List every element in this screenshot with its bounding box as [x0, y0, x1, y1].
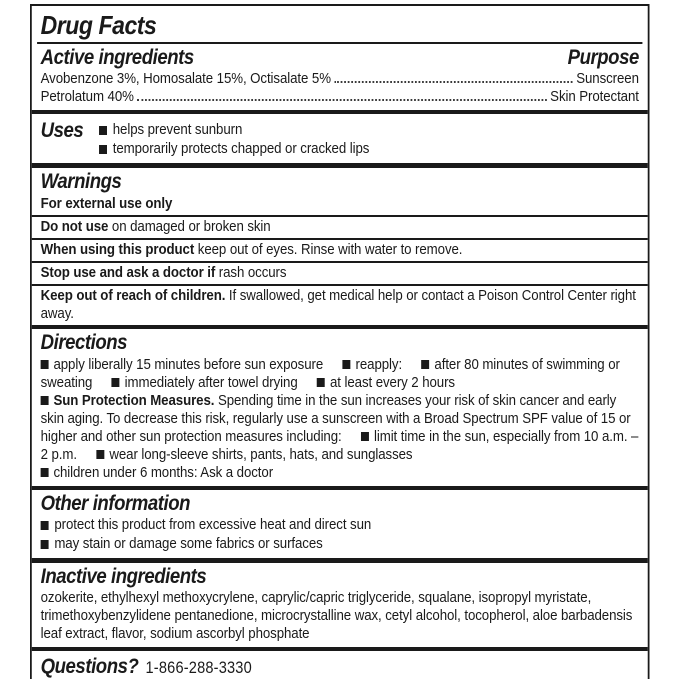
- list-item-text: temporarily protects chapped or cracked lips: [112, 140, 370, 158]
- questions-phone-number: 1-866-288-3330: [145, 659, 252, 678]
- warning-lead: When using this product: [40, 240, 195, 258]
- active-ingredient-row: [41, 88, 639, 106]
- direction-item: [41, 464, 273, 481]
- direction-item-text: apply liberally 15 minutes before sun exposure: [53, 355, 324, 373]
- list-item: [41, 516, 639, 534]
- inactive-ingredients-heading: Inactive ingredients: [40, 564, 207, 588]
- warning-row: [32, 238, 648, 261]
- directions-section: [32, 329, 648, 485]
- direction-item: [112, 374, 298, 391]
- other-information-section: [32, 490, 648, 558]
- warning-lead: Stop use and ask a doctor if: [40, 263, 216, 281]
- warning-text: If swallowed, get medical help or contact a Poison Control Center right away.: [40, 286, 636, 322]
- purpose-heading: Purpose: [567, 45, 639, 69]
- bullet-square-icon: [97, 450, 105, 459]
- direction-item-text: limit time in the sun, especially from 10 a.m. – 2 p.m.: [40, 427, 639, 463]
- directions-heading: Directions: [40, 331, 128, 355]
- direction-item: [97, 446, 413, 463]
- ingredient-name: Avobenzone 3%, Homosalate 15%, Octisalate 5%: [40, 69, 331, 87]
- sun-protection-lead: Sun Protection Measures.: [53, 391, 215, 409]
- directions-bullet-run: [41, 356, 639, 392]
- warnings-heading: Warnings: [40, 169, 122, 193]
- other-information-heading: Other information: [40, 492, 191, 516]
- bullet-square-icon: [343, 360, 351, 369]
- list-item-text: may stain or damage some fabrics or surfaces: [54, 535, 323, 553]
- bullet-square-icon: [41, 521, 49, 530]
- warnings-section: [32, 168, 648, 325]
- list-item: [99, 121, 369, 139]
- bullet-square-icon: [41, 468, 49, 477]
- active-ingredients-heading: Active ingredients: [40, 45, 194, 69]
- questions-heading: Questions?: [40, 655, 139, 679]
- warning-text: on damaged or broken skin: [108, 217, 271, 235]
- warning-text: rash occurs: [215, 263, 287, 281]
- direction-item-text: children under 6 months: Ask a doctor: [53, 463, 274, 481]
- uses-list: [99, 119, 369, 159]
- directions-last-row: [41, 464, 639, 482]
- bullet-square-icon: [317, 378, 325, 387]
- bullet-square-icon: [41, 540, 49, 549]
- active-ingredient-row: [41, 70, 639, 88]
- drug-facts-label: [30, 4, 650, 679]
- uses-section: [32, 114, 648, 163]
- ingredient-purpose: Skin Protectant: [550, 87, 639, 105]
- inactive-ingredients-section: [32, 563, 648, 647]
- warning-row: [32, 215, 648, 238]
- direction-item: [317, 374, 455, 391]
- ingredient-name: Petrolatum 40%: [40, 87, 134, 105]
- bullet-square-icon: [41, 396, 49, 405]
- warning-row: [32, 194, 648, 215]
- bullet-square-icon: [112, 378, 120, 387]
- dotted-leader: [137, 89, 546, 101]
- list-item-text: protect this product from excessive heat and direct sun: [54, 516, 372, 534]
- warning-text: keep out of eyes. Rinse with water to remove.: [194, 240, 463, 258]
- direction-item: [343, 356, 402, 373]
- direction-item-text: immediately after towel drying: [124, 373, 298, 391]
- dotted-leader: [334, 71, 572, 83]
- inactive-ingredients-text: ozokerite, ethylhexyl methoxycrylene, caprylic/capric triglyceride, squalane, isopropyl myristate, trimethoxybenzylidene pentanedione, microcrystalline wax, cetyl alcohol, tocopherol, aloe barbadensis leaf extract, flavor, sodium ascorbyl phosphate: [40, 588, 633, 642]
- questions-section: [32, 651, 648, 679]
- warning-lead: For external use only: [40, 194, 173, 212]
- list-item: [99, 140, 369, 158]
- warning-row: [32, 284, 648, 325]
- bullet-square-icon: [361, 432, 369, 441]
- warning-row: [32, 261, 648, 284]
- direction-item-text: at least every 2 hours: [330, 373, 455, 391]
- warning-lead: Keep out of reach of children.: [40, 286, 226, 304]
- uses-heading: Uses: [40, 119, 84, 143]
- list-item: [41, 535, 639, 553]
- direction-item-text: after 80 minutes of swimming or sweating: [40, 355, 620, 391]
- direction-item: [41, 356, 324, 373]
- sun-protection-paragraph: [41, 392, 639, 464]
- warning-lead: Do not use: [40, 217, 109, 235]
- page-title: Drug Facts: [40, 10, 157, 40]
- bullet-square-icon: [99, 126, 107, 135]
- active-ingredients-header: [41, 46, 639, 70]
- direction-item-text: wear long-sleeve shirts, pants, hats, and sunglasses: [109, 445, 413, 463]
- sun-protection-text: Spending time in the sun increases your risk of skin cancer and early skin aging. To decrease this risk, regularly use a sunscreen with a Broad Spectrum SPF value of 15 or higher and other sun protection measures including:: [40, 391, 631, 445]
- ingredient-purpose: Sunscreen: [576, 69, 639, 87]
- direction-item-text: reapply:: [355, 355, 403, 373]
- bullet-square-icon: [41, 360, 49, 369]
- bullet-square-icon: [99, 145, 107, 154]
- bullet-square-icon: [422, 360, 430, 369]
- active-ingredients-section: [32, 44, 648, 110]
- list-item-text: helps prevent sunburn: [112, 121, 243, 139]
